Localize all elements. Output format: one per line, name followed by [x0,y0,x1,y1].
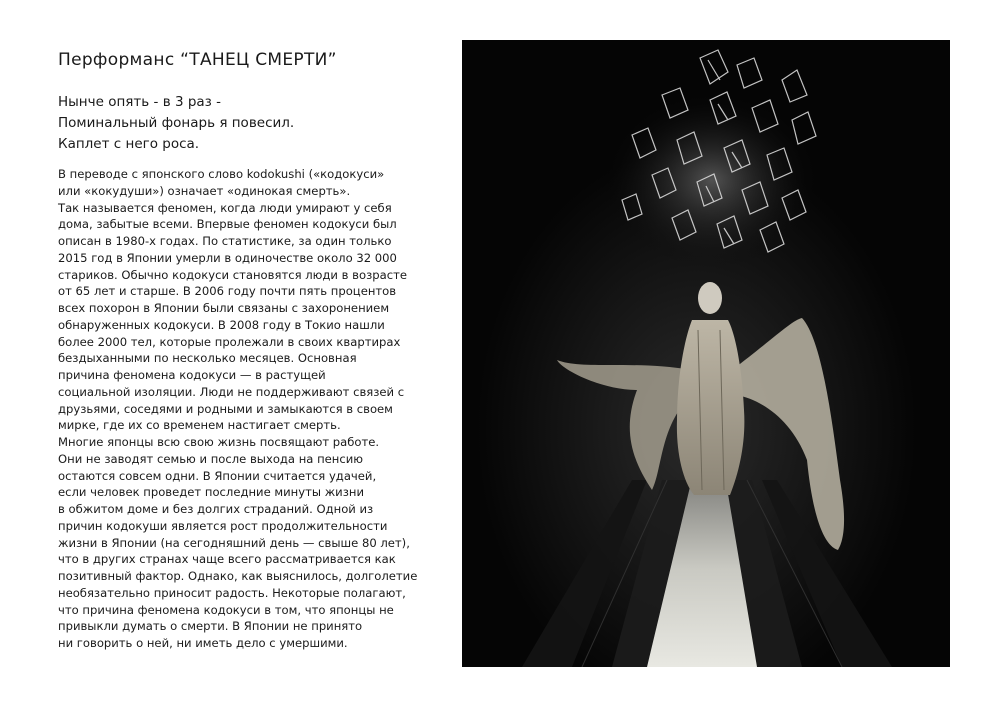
body-line: ни говорить о ней, ни иметь дело с умершими. [58,636,348,650]
body-line: бездыханными по несколько месяцев. Основная [58,351,357,366]
poem-line: Поминальный фонарь я повесил. [58,115,295,131]
body-line: или «кокудуши») означает «одинокая смерть». [58,183,351,198]
body-line: стариков. Обычно кодокуси становятся люди в возрасте [58,267,407,282]
body-line: В переводе с японского слово kodokushi («кодокуси» [58,167,385,181]
body-line: причина феномена кодокуси — в растущей [58,368,326,382]
body-line: Они не заводят семью и после выхода на пенсию [58,451,364,466]
body-line: от 65 лет и старше. В 2006 году почти пять процентов [58,284,397,299]
body-line: остаются совсем одни. В Японии считается удачей, [58,468,377,483]
body-line: Многие японцы всю свою жизнь посвящают работе. [58,435,380,449]
page-title: Перформанс “ТАНЕЦ СМЕРТИ” [58,50,337,70]
performance-photo [462,40,950,667]
body-line: всех похорон в Японии были связаны с захоронением [58,301,390,315]
body-line: 2015 год в Японии умерли в одиночестве около 32 000 [58,250,397,265]
body-line: что в других странах чаще всего рассматривается как [58,552,396,567]
body-line: друзьями, соседями и родными и замыкаются в своем [58,401,393,416]
article-body [58,166,417,652]
body-line: привыкли думать о смерти. В Японии не принято [58,619,363,634]
body-line: в обжитом доме и без долгих страданий. Одной из [58,502,374,516]
body-line: обнаруженных кодокуси. В 2008 году в Токио нашли [58,317,385,332]
haiku-poem [58,92,294,155]
body-line: дома, забытые всеми. Впервые феномен кодокуси был [58,217,397,232]
body-line: позитивный фактор. Однако, как выяснилось, долголетие [58,569,418,583]
body-line: что причина феномена кодокуси в том, что японцы не [58,602,394,617]
body-line: мирке, где их со временем настигает смерть. [58,418,341,433]
body-line: более 2000 тел, которые пролежали в своих квартирах [58,334,401,349]
body-line: описан в 1980-х годах. По статистике, за один только [58,234,392,248]
body-line: Так называется феномен, когда люди умирают у себя [58,200,392,215]
body-line: если человек проведет последние минуты жизни [58,485,364,500]
body-line: причин кодокуши является рост продолжительности [58,518,388,533]
body-line: социальной изоляции. Люди не поддерживают связей с [58,384,405,399]
body-line: жизни в Японии (на сегодняшний день — свыше 80 лет), [58,535,410,550]
poem-line: Каплет с него роса. [58,136,200,152]
poem-line: Нынче опять - в 3 раз - [58,94,222,110]
body-line: необязательно приносит радость. Некоторые полагают, [58,585,406,600]
